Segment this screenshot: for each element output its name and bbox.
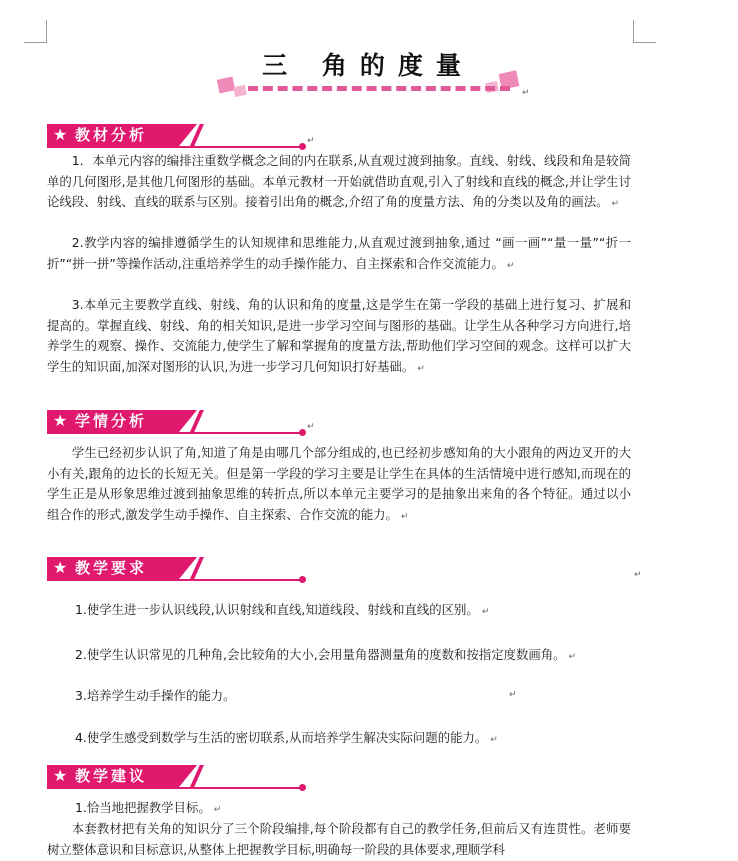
- paragraph-mark: ↵: [400, 511, 409, 522]
- paragraph-mark: ↵: [481, 607, 490, 617]
- paragraph-text: 本套教材把有关角的知识分了三个阶段编排,每个阶段都有自己的教学任务,但前后又有连贯性。老师要树立整体意识和目标意识,从整体上把握教学目标,明确每一阶段的具体要求,理顺学科: [47, 821, 631, 857]
- title-dashed-bar: [248, 86, 510, 91]
- list-item-text: 1.使学生进一步认识线段,认识射线和直线,知道线段、射线和直线的区别。: [75, 602, 479, 617]
- section-header-teaching-requirements: [47, 557, 317, 579]
- paragraph-mark: ↵: [417, 363, 425, 374]
- paragraph-mark: ↵: [522, 88, 530, 98]
- paragraph-mark: ↵: [213, 805, 222, 815]
- paragraph-mark: ↵: [634, 570, 642, 580]
- paragraph-mark: ↵: [490, 735, 498, 745]
- section-title: 学情分析: [75, 412, 148, 430]
- paragraph-mark: ↵: [568, 652, 577, 662]
- title-decoration-square: [233, 85, 247, 97]
- section-underline: [47, 579, 302, 581]
- section-underline-dot: [299, 429, 306, 436]
- paragraph-mark: ↵: [506, 260, 515, 271]
- paragraph: [47, 151, 631, 215]
- paragraph: [75, 798, 635, 821]
- list-item: [75, 728, 635, 751]
- paragraph: [47, 233, 631, 276]
- star-icon: ★: [53, 766, 68, 785]
- section-underline: [47, 432, 302, 434]
- paragraph-mark: ↵: [307, 422, 315, 432]
- section-underline-dot: [299, 576, 306, 583]
- section-title: 教学建议: [75, 767, 148, 785]
- paragraph-text: 3.本单元主要教学直线、射线、角的认识和角的度量,这是学生在第一学段的基础上进行复习、扩展和提高的。掌握直线、射线、角的相关知识,是进一步学习空间与图形的基础。让学生从各种学习方向进行,培养学生的观察、操作、交流能力,使学生了解和掌握角的度量方法,帮助他们学习空间的观念。这样可以扩大学生的知识面,加深对图形的认识,为进一步学习几何知识打好基础。: [47, 297, 631, 374]
- section-title: 教材分析: [75, 126, 148, 144]
- star-icon: ★: [53, 125, 68, 144]
- section-underline-dot: [299, 143, 306, 150]
- paragraph-text: 学生已经初步认识了角,知道了角是由哪几个部分组成的,也已经初步感知角的大小跟角的两边叉开的大小有关,跟角的边长的长短无关。但是第一学段的学习主要是让学生在具体的生活情境中进行感知,而现在的学生正是从形象思维过渡到抽象思维的转折点,所以本单元主要学习的是抽象出来角的各个特征。通过以小组合作的形式,激发学生动手操作、自主探索、合作交流的能力。: [47, 445, 631, 522]
- list-item: [75, 645, 635, 668]
- paragraph-mark: ↵: [307, 136, 315, 146]
- section-header-teaching-suggestions: [47, 765, 317, 787]
- star-icon: ★: [53, 411, 68, 430]
- section-underline: [47, 146, 302, 148]
- star-icon: ★: [53, 558, 68, 577]
- section-underline-dot: [299, 784, 306, 791]
- crop-mark-top-left: [24, 20, 47, 43]
- list-item-text: 2.使学生认识常见的几种角,会比较角的大小,会用量角器测量角的度数和按指定度数画角。: [75, 647, 566, 662]
- list-item: [75, 686, 635, 707]
- crop-mark-top-right: [633, 20, 656, 43]
- page-title-block: [208, 46, 528, 102]
- paragraph-text: 1．本单元内容的编排注重数学概念之间的内在联系,从直观过渡到抽象。直线、射线、线段和角是较简单的几何图形,是其他几何图形的基础。本单元教材一开始就借助直观,引入了射线和直线的概念,并让学生讨论线段、射线、直线的联系与区别。接着引出角的概念,介绍了角的度量方法、角的分类以及角的画法。: [47, 153, 631, 209]
- paragraph: [47, 295, 631, 379]
- section-header-teaching-material: [47, 124, 317, 146]
- paragraph: [47, 443, 631, 527]
- section-header-learning-situation: [47, 410, 317, 432]
- page-title: 三 角的度量: [262, 51, 474, 80]
- list-item-text: 3.培养学生动手操作的能力。: [75, 688, 236, 703]
- paragraph-text: 2.教学内容的编排遵循学生的认知规律和思维能力,从直观过渡到抽象,通过 “画一画”“量一量”“折一折”“拼一拼”等操作活动,注重培养学生的动手操作能力、自主探索和合作交流能力。: [47, 235, 631, 271]
- paragraph-mark: ↵: [509, 690, 517, 700]
- list-item-text: 4.使学生感受到数学与生活的密切联系,从而培养学生解决实际问题的能力。: [75, 730, 488, 745]
- paragraph-text: 1.恰当地把握教学目标。: [75, 800, 211, 815]
- paragraph-mark: ↵: [611, 199, 620, 209]
- paragraph: [47, 819, 631, 860]
- section-title: 教学要求: [75, 559, 148, 577]
- section-underline: [47, 787, 302, 789]
- list-item: [75, 600, 635, 623]
